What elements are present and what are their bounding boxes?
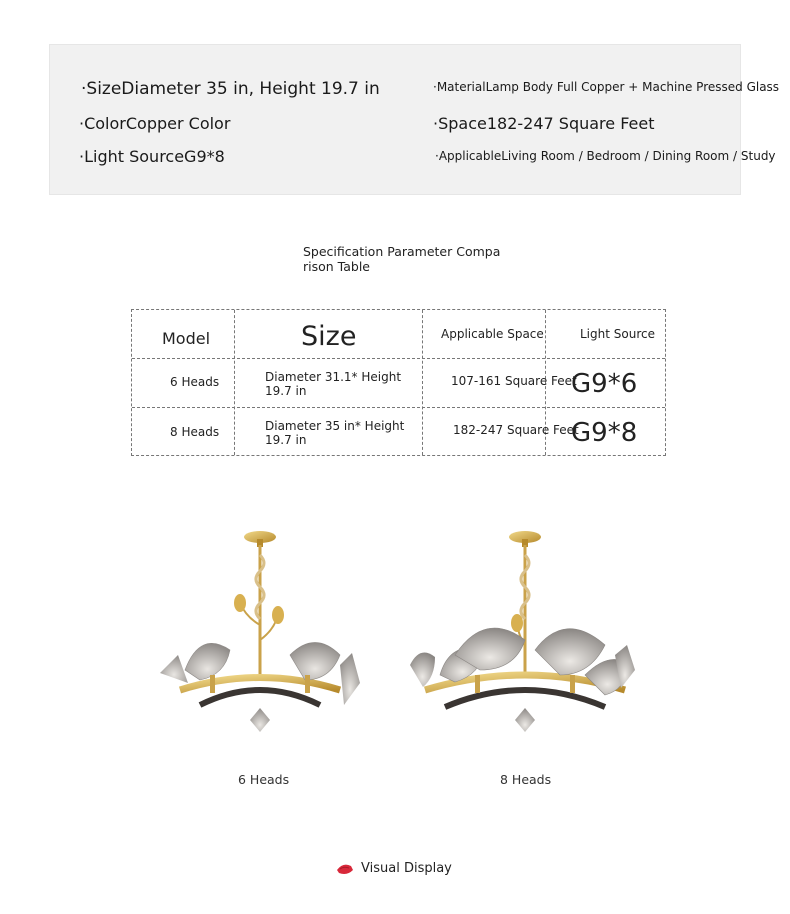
row1-space: 107-161 Square Feet	[451, 374, 577, 388]
spec-size: ·SizeDiameter 35 in, Height 19.7 in	[81, 79, 380, 99]
table-title-line2: rison Table	[303, 259, 370, 274]
table-divider	[422, 310, 423, 455]
row2-model: 8 Heads	[170, 425, 220, 439]
row2-space: 182-247 Square Feet	[453, 423, 579, 437]
table-divider	[234, 310, 235, 455]
table-title-line1: Specification Parameter Compa	[303, 244, 501, 259]
visual-display-label	[335, 861, 452, 876]
row2-light: G9*8	[571, 418, 638, 448]
spec-panel	[49, 44, 780, 195]
table-divider	[132, 358, 665, 359]
flower-icon	[335, 862, 355, 876]
row1-size: Diameter 31.1* Height 19.7 in	[265, 370, 402, 398]
row1-light: G9*6	[571, 369, 638, 399]
header-model: Model	[162, 329, 211, 348]
header-size: Size	[301, 321, 357, 352]
caption-6-heads: 6 Heads	[238, 772, 290, 787]
chandelier-6-heads-image	[150, 525, 370, 740]
header-light-source: Light Source	[580, 327, 655, 341]
spec-light-source: ·Light SourceG9*8	[79, 147, 225, 166]
chandelier-8-heads-image	[405, 525, 645, 740]
header-applicable-space: Applicable Space	[441, 327, 544, 341]
caption-8-heads: 8 Heads	[500, 772, 552, 787]
table-divider	[132, 407, 665, 408]
spec-material: ·MaterialLamp Body Full Copper + Machine Pressed Glass	[433, 80, 780, 94]
row2-size: Diameter 35 in* Height 19.7 in	[265, 419, 405, 447]
row1-model: 6 Heads	[170, 375, 220, 389]
visual-display-text: Visual Display	[361, 861, 452, 876]
spec-applicable: ·ApplicableLiving Room / Bedroom / Dining Room / Study	[435, 149, 776, 163]
spec-space: ·Space182-247 Square Feet	[433, 114, 655, 133]
spec-color: ·ColorCopper Color	[79, 114, 231, 133]
table-title	[303, 244, 503, 274]
comparison-table	[131, 309, 666, 456]
